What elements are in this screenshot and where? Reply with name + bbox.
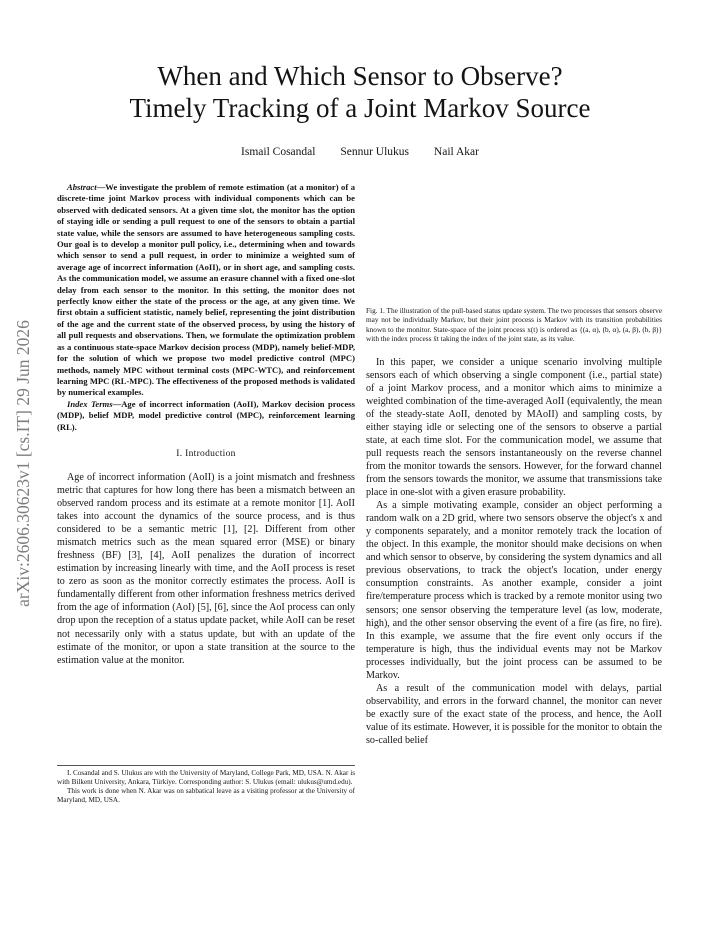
author-2: Sennur Ulukus <box>340 146 410 158</box>
abstract-label: Abstract <box>67 182 97 192</box>
paper-title-line-1: When and Which Sensor to Observe? <box>157 61 563 91</box>
intro-paragraph-1: Age of incorrect information (AoII) is a joint mismatch and freshness metric that captures for how long there has been a mismatch between an observed random process and its estimate at a remote monitor [1]. AoII takes into account the dynamics of the source process, and is thus considered to be a semantic metric [1], [2]. Different from other mismatch metrics such as the mean squared error (MSE) or binary freshness (BF) [3], [4], AoII penalizes the duration of incorrect estimation by increasing linearly with time, and the AoII process is reset to zero as soon as the monitor correctly estimates the process. AoII is fundamentally different from other information freshness metrics derived from the age of information (AoI) [5], [6], since the AoI process can only drop upon the reception of a status update packet, while AoII can be reset not necessarily only with a status update, but with an update of the estimate of the monitor, or upon a state transition at the source to the estimation value at the monitor. <box>57 471 355 666</box>
author-1: Ismail Cosandal <box>241 146 316 158</box>
abstract-text: —We investigate the problem of remote estimation (at a monitor) of a discrete-time joint Markov process with individual components which can be observed with dedicated sensors. At a given time slot, the monitor has the option of staying idle or sending a pull request to one of the sensors to obtain a partial state value, while the sensors are assumed to have heterogeneous sampling costs. Our goal is to develop a monitor pull policy, i.e., determining when and towards which sensor to send a pull request, in order to minimize a weighted sum of average age of incorrect information (AoII), or in short age, and sampling costs. As the communication model, we assume an erasure channel with a fixed one-slot delay from each sensor to the monitor. In this setting, the monitor does not perfectly know either the state of the process or the age, at any given time. We first obtain a sufficient statistic, namely belief, representing the joint distribution of the age and the current state of the observed process, by using the history of all pull requests and observations. Then, we formulate the optimization problem as a continuous state-space Markov decision process (MDP), namely belief-MDP, for the solution of which we propose two model predictive control (MPC) methods, namely MPC without terminal costs (MPC-WTC), and reinforcement learning MPC (RL-MPC). The effectiveness of the proposed methods is validated by numerical examples. <box>57 182 355 398</box>
index-terms-label: Index Terms <box>67 398 113 409</box>
paper-title-line-2: Timely Tracking of a Joint Markov Source <box>129 93 591 123</box>
right-paragraph-3: As a result of the communication model with delays, partial observability, and errors in the forward channel, the monitor can never be exactly sure of the exact state of the process, and hence, the AoII value of its estimate. However, it is possible for the monitor to obtain the so-called belief <box>366 682 662 746</box>
abstract <box>57 182 355 399</box>
author-list <box>0 146 720 158</box>
section-heading: I. Introduction <box>176 448 236 459</box>
right-paragraph-1: In this paper, we consider a unique scenario involving multiple sensors each of which observing a single component (i.e., partial state) of a joint Markov process, and a monitor which aims to minimize a weighted combination of the time-averaged AoII (equivalently, the mean of the steady-state AoII, denoted by MAoII) and sampling costs, by either staying idle or selecting one of the sensors to observe a partial state, at each time slot. For the communication model, we assume that pull requests reach the sensors instantaneously on the reverse channel from the monitor towards the sensors. However, for the forward channel from the sensors towards the monitor, we assume that transmissions take place in one-slot with a given erasure probability. <box>366 356 662 499</box>
footnote-sabbatical: This work is done when N. Akar was on sabbatical leave as a visiting professor at the University of Maryland, MD, USA. <box>57 787 355 804</box>
right-paragraph-2: As a simple motivating example, consider an object performing a random walk on a 2D grid, where two sensors observe the object's x and y components separately, and a monitor remotely track the location of the object. In this example, the monitor should make decisions on when and which sensor to observe, by considering the system dynamics and all previous observations, to track the object's location, under energy consumption constraints. As another example, consider a joint fire/temperature process which is tracked by a remote monitor using two sensors; one sensor observing the temperature level (as low, moderate, high), and the other sensor observing the event of a fire (as fire, no fire). In this example, we assume that the fire event only occurs if the temperature is high, thus the individual events may not be Markov processes individually, but the joint process can be assumed to be Markov. <box>366 500 662 681</box>
right-column <box>366 306 662 747</box>
left-column <box>57 182 355 667</box>
index-terms <box>57 399 355 433</box>
footnotes <box>57 765 355 805</box>
index-terms-text: —Age of incorrect information (AoII), Markov decision process (MDP), belief MDP, model predictive control (MPC), reinforcement learning (RL). <box>57 398 355 432</box>
footnote-affiliations: I. Cosandal and S. Ulukus are with the University of Maryland, College Park, MD, USA. N. Akar is with Bilkent University, Ankara, Türkiye. Corresponding author: S. Ulukus (email: ulukus@umd.edu). <box>57 769 355 786</box>
arxiv-stamp-text: arXiv:2606.30623v1 [cs.IT] 29 Jun 2026 <box>12 319 33 607</box>
figure-1-caption: Fig. 1. The illustration of the pull-based status update system. The two processes that sensors observe may not be individually Markov, but their joint process is Markov with its transition probabilities known to the monitor. State-space of the joint process x(t) is ordered as {(a, α), (b, α), (a, β), (b, β)} with the index process x̄t taking the index of the joint state, as its value. <box>366 306 663 344</box>
arxiv-stamp <box>9 258 37 668</box>
author-3: Nail Akar <box>433 146 479 158</box>
